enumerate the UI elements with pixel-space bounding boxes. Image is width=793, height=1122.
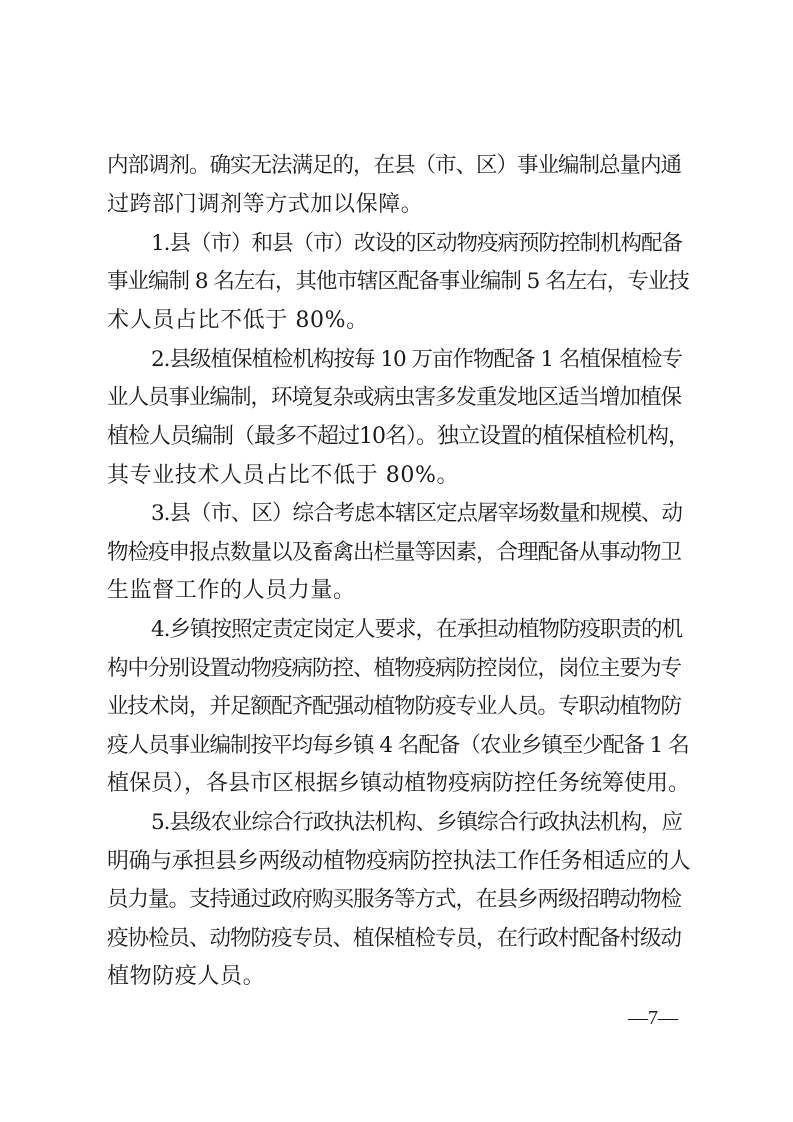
paragraph-line: 植检人员编制（最多不超过10名）。独立设置的植保植检机构， [107, 424, 689, 449]
paragraph-line: 其专业技术人员占比不低于 80%。 [107, 463, 460, 488]
paragraph-line: 5.县级农业综合行政执法机构、乡镇综合行政执法机构，应 [151, 810, 683, 835]
paragraph-line: 1.县（市）和县（市）改设的区动物疫病预防控制机构配备 [151, 231, 683, 256]
paragraph-line: 事业编制 8 名左右，其他市辖区配备事业编制 5 名左右，专业技 [107, 269, 689, 294]
paragraph-line: 植物防疫人员。 [107, 964, 266, 989]
paragraph-line: 2.县级植保植检机构按每 10 万亩作物配备 1 名植保植检专 [151, 347, 682, 372]
paragraph-line: 术人员占比不低于 80%。 [107, 308, 369, 333]
paragraph-line: 业技术岗，并足额配齐配强动植物防疫专业人员。专职动植物防 [107, 694, 682, 719]
paragraph-line: 3.县（市、区）综合考虑本辖区定点屠宰场数量和规模、动 [151, 501, 683, 526]
page-number: —7— [628, 1007, 678, 1029]
paragraph-line: 业人员事业编制，环境复杂或病虫害多发重发地区适当增加植保 [107, 385, 682, 410]
paragraph-line: 4.乡镇按照定责定岗定人要求，在承担动植物防疫职责的机 [151, 617, 683, 642]
paragraph-line: 物检疫申报点数量以及畜禽出栏量等因素，合理配备从事动物卫 [107, 540, 682, 565]
paragraph-line: 构中分别设置动物疫病防控、植物疫病防控岗位，岗位主要为专 [107, 656, 682, 681]
paragraph-line: 过跨部门调剂等方式加以保障。 [107, 192, 424, 217]
paragraph-line: 植保员），各县市区根据乡镇动植物疫病防控任务统筹使用。 [107, 771, 691, 796]
paragraph-line: 员力量。支持通过政府购买服务等方式，在县乡两级招聘动物检 [107, 887, 682, 912]
paragraph-line: 内部调剂。确实无法满足的，在县（市、区）事业编制总量内通 [107, 153, 682, 178]
paragraph-line: 生监督工作的人员力量。 [107, 578, 356, 603]
paragraph-line: 疫人员事业编制按平均每乡镇 4 名配备（农业乡镇至少配备 1 名 [107, 733, 689, 758]
paragraph-line: 疫协检员、动物防疫专员、植保植检专员，在行政村配备村级动 [107, 926, 682, 951]
paragraph-line: 明确与承担县乡两级动植物疫病防控执法工作任务相适应的人 [107, 849, 691, 874]
